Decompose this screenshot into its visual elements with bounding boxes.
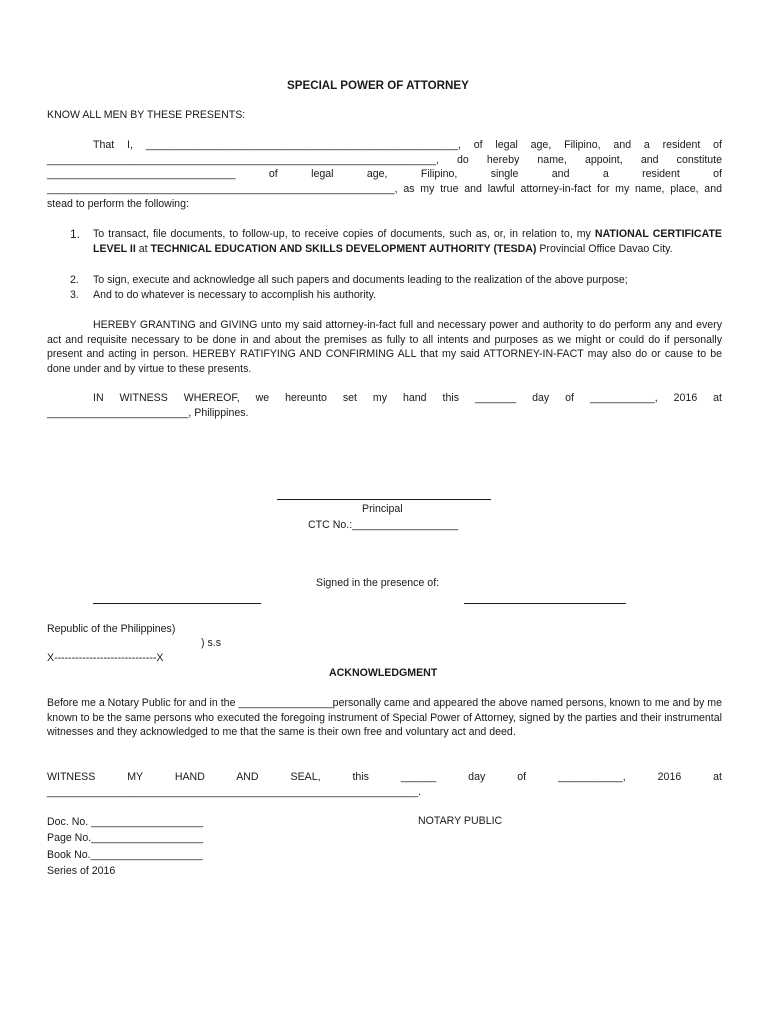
item-2: To sign, execute and acknowledge all such papers and documents leading to the realization of the above purpose; bbox=[93, 274, 628, 286]
item-2-number: 2. bbox=[70, 274, 79, 286]
item-3-number: 3. bbox=[70, 289, 79, 301]
ss-line: ) s.s bbox=[201, 637, 222, 649]
witness-line2: ________________________, Philippines. bbox=[47, 407, 249, 419]
signed-presence: Signed in the presence of: bbox=[316, 577, 440, 589]
para1-line1: That I, _____________________________________________________, of legal age, Filipino, and a resident of bbox=[93, 139, 722, 151]
intro-line: KNOW ALL MEN BY THESE PRESENTS: bbox=[47, 109, 246, 121]
republic-line: Republic of the Philippines) bbox=[47, 623, 176, 635]
doc-number: Doc. No. ___________________ bbox=[47, 816, 204, 828]
document-title: SPECIAL POWER OF ATTORNEY bbox=[287, 79, 469, 92]
principal-label: Principal bbox=[362, 503, 403, 515]
para1-line4: ___________________________________________________________, as my true and lawful attorney-in-fact for my name, place, and bbox=[47, 183, 722, 195]
granting-paragraph: HEREBY GRANTING and GIVING unto my said attorney-in-fact full and necessary power and authority to do perform any and every act and requisite necessary to be done in and about the premises as fully to all intents and purposes as we might or could do if personally present and acting in person. HEREBY RATIFYING AND CONFIRMING ALL that my said ATTORNEY-IN-FACT may also do or cause to be done under and by virtue to these presents. bbox=[47, 319, 722, 375]
page-number: Page No.___________________ bbox=[47, 832, 204, 844]
notary-public-label: NOTARY PUBLIC bbox=[418, 815, 503, 827]
series-line: Series of 2016 bbox=[47, 865, 116, 877]
para1-line5: stead to perform the following: bbox=[47, 198, 189, 210]
witness-seal-line2: _______________________________________________________________. bbox=[47, 786, 422, 798]
x-line: X-----------------------------X bbox=[47, 652, 164, 664]
item-1-number: 1. bbox=[70, 227, 81, 241]
witness-seal-line1: WITNESS MY HAND AND SEAL, this ______ day of ___________, 2016 at bbox=[47, 771, 722, 783]
item-1: To transact, file documents, to follow-up, to receive copies of documents, such as, or, in relation to, my NATIONAL CERTIFICATE LEVEL II at TECHNICAL EDUCATION AND SKILLS DEVELOPMENT AUTHORITY (TESDA) Provincial Office Davao City. bbox=[93, 228, 722, 255]
acknowledgment-body: Before me a Notary Public for and in the ________________personally came and appeared the above named persons, known to me and by me known to be the same persons who executed the foregoing instrument of Special Power of Attorney, signed by the parties and their instrumental witnesses and they acknowledged to me that the same is their own free and voluntary act and deed. bbox=[47, 697, 722, 739]
principal-signature-line bbox=[277, 499, 491, 500]
ctc-number: CTC No.:__________________ bbox=[308, 519, 459, 531]
para1-line3: ________________________________ of legal age, Filipino, single and a resident of bbox=[47, 168, 722, 180]
para1-line2: __________________________________________________________________, do hereby name, appoint, and constitute bbox=[47, 154, 722, 166]
item-3: And to do whatever is necessary to accomplish his authority. bbox=[93, 289, 377, 301]
witness-signature-line-left bbox=[93, 603, 261, 604]
acknowledgment-title: ACKNOWLEDGMENT bbox=[329, 667, 438, 679]
witness-line1: IN WITNESS WHEREOF, we hereunto set my hand this _______ day of ___________, 2016 at bbox=[93, 392, 722, 404]
book-number: Book No.___________________ bbox=[47, 849, 203, 861]
witness-signature-line-right bbox=[464, 603, 626, 604]
